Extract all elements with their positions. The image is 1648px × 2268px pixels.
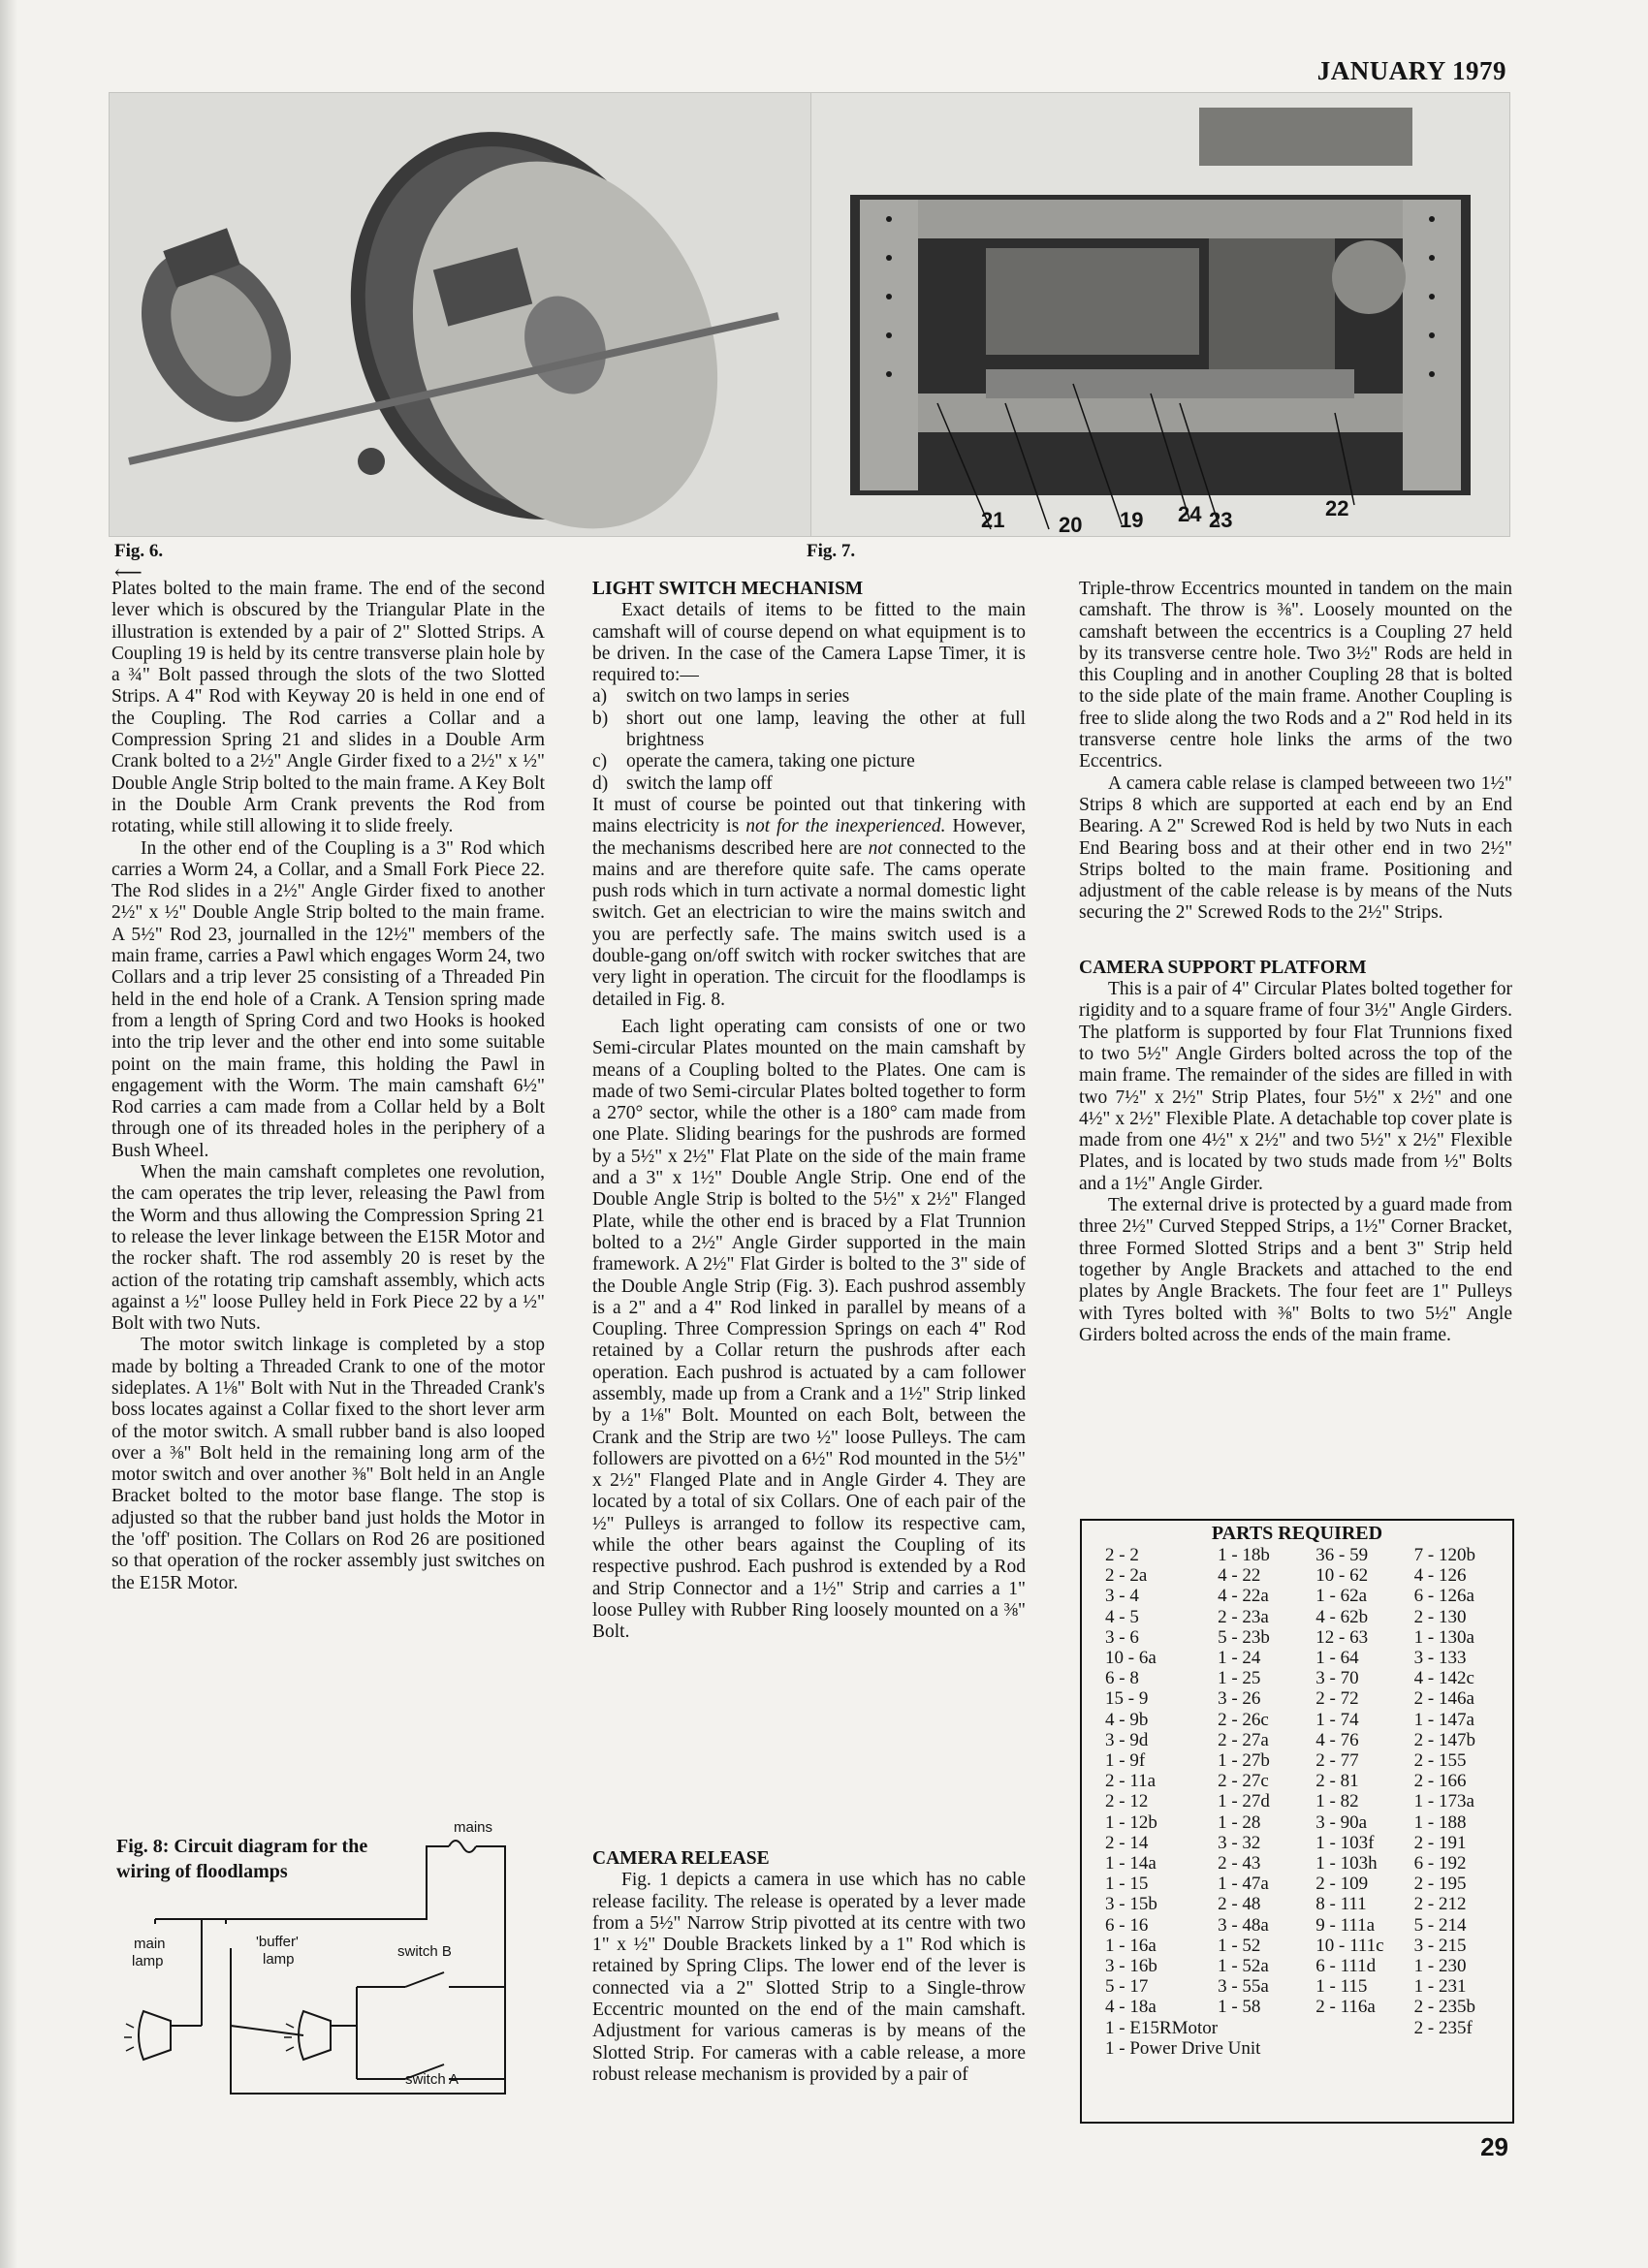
parts-row [1105,1607,1512,1627]
parts-cell: 1 - 230 [1413,1956,1467,1977]
light-switch-heading: LIGHT SWITCH MECHANISM [592,579,864,599]
fig7-callout-23: 23 [1209,508,1233,532]
camera-support-heading: CAMERA SUPPORT PLATFORM [1079,957,1367,978]
parts-cell: 3 - 26 [1218,1688,1261,1710]
parts-cell: 5 - 17 [1105,1976,1149,1998]
camera-release-heading: CAMERA RELEASE [592,1848,770,1869]
parts-cell: 1 - 147a [1413,1709,1474,1730]
parts-cell: 2 - 72 [1315,1688,1359,1710]
parts-cell: 15 - 9 [1105,1688,1149,1710]
label-switch-b: switch B [397,1943,452,1960]
parts-cell: 2 - 14 [1105,1832,1149,1853]
requirement-d-label: d) [592,772,609,794]
page-number: 29 [1480,2132,1508,2161]
parts-cell: 2 - 27c [1218,1771,1269,1792]
parts-cell: 2 - 81 [1315,1771,1359,1792]
parts-cell: 3 - 9d [1105,1729,1149,1750]
parts-cell: 1 - 14a [1105,1853,1157,1874]
parts-cell: 1 - 47a [1218,1874,1269,1895]
parts-cell: 1 - 58 [1218,1997,1261,2018]
col3-para-4: The external drive is protected by a guard made from three 2½" Curved Stepped Strips, a 1½" Corner Bracket, three Formed Slotted Strips and a bent 3" Strip held together by Angle Brackets and attached to the end plates by Angle Brackets. The four feet are 1" Pulleys with Tyres bolted with ⅜" Bolts to two 5½" Angle Girders bolted across the ends of the main frame. [1079,1195,1512,1345]
parts-cell: 3 - 15b [1105,1894,1157,1915]
parts-cell: 6 - 16 [1105,1914,1149,1936]
requirement-c [592,751,1026,772]
parts-cell: 1 - 27b [1218,1750,1270,1772]
parts-cell: 6 - 192 [1413,1853,1467,1874]
parts-cell: 1 - 173a [1413,1791,1474,1812]
parts-row [1105,1976,1512,1997]
fig7-callout-19: 19 [1120,508,1144,532]
parts-row [1105,1627,1512,1648]
parts-row [1105,1791,1512,1811]
col1-para-4: The motor switch linkage is completed by a stop made by bolting a Threaded Crank to one of the motor sideplates. A 1⅛" Bolt with Nut in the Threaded Crank's boss locates against a Collar fixed to the short lever arm of the motor switch. A small rubber band is also looped over a ⅜" Bolt held in the remaining long arm of the motor switch and over another ⅜" Bolt held in an Angle Bracket bolted to the motor base flange. The stop is adjusted so that the rubber band just holds the Motor in the 'off' position. The Collars on Rod 26 are positioned so that operation of the rocker assembly just switches on the E15R Motor. [111,1335,545,1593]
column-2 [592,579,1026,1644]
col3-para-1: Triple-throw Eccentrics mounted in tandem on the main camshaft. The throw is ⅜". Loosely mounted on the camshaft between the eccentrics is a Coupling 27 held by its transverse centre hole. Two 3½" Rods are held in this Coupling and in another Coupling 28 that is bolted to the side plate of the main frame. Another Coupling is free to slide along the two Rods and a 2" Rod held in its transverse centre hole links the arms of the two Eccentrics. [1079,579,1512,772]
parts-row [1105,1812,1512,1833]
fig7-callout-22: 22 [1325,496,1349,520]
parts-cell: 7 - 120b [1413,1545,1475,1565]
parts-cell: 3 - 48a [1218,1914,1269,1936]
parts-row [1105,1565,1512,1586]
parts-cell: 2 - 130 [1413,1606,1467,1627]
parts-cell: 2 - 77 [1315,1750,1359,1772]
parts-cell: 1 - 64 [1315,1648,1359,1669]
safety-emphasis-2: not [868,837,893,859]
label-switch-a: switch A [405,2071,460,2088]
parts-cell: 2 - 2a [1105,1565,1148,1587]
requirement-a-text: switch on two lamps in series [626,686,850,708]
parts-cell: 3 - 32 [1218,1832,1261,1853]
col3-para-2: A camera cable relase is clamped betweeen two 1½" Strips 8 which are supported at each end by an End Bearing. A 2" Screwed Rod is held by two Nuts in each End Bearing boss and at their other end in two 2½" Strips bolted to the main frame. Positioning and adjustment of the cable release is by means of the Nuts securing the 2" Screwed Rods to the 2½" Strips. [1079,772,1512,924]
requirement-c-label: c) [592,751,608,772]
page-gutter [0,0,17,2268]
parts-cell: 1 - 82 [1315,1791,1359,1812]
parts-cell: 5 - 23b [1218,1626,1270,1648]
fig7-callout-20: 20 [1059,513,1083,537]
parts-cell: 3 - 133 [1413,1648,1467,1669]
parts-cell: 2 - 146a [1413,1688,1474,1710]
parts-cell: 4 - 142c [1413,1668,1474,1689]
parts-row [1105,1956,1512,1976]
parts-row [1105,1586,1512,1606]
parts-cell: 2 - 235b [1413,1997,1475,2018]
parts-cell: 2 - 116a [1315,1997,1376,2018]
parts-required-box [1080,1519,1514,2124]
parts-cell: 4 - 22 [1218,1565,1261,1587]
camera-release-section [592,1848,1026,2086]
parts-cell: 2 - 27a [1218,1729,1269,1750]
parts-cell: 2 - 48 [1218,1894,1261,1915]
parts-cell: 4 - 9b [1105,1709,1149,1730]
fig7-callout-24: 24 [1178,502,1202,526]
parts-cell: 1 - 231 [1413,1976,1467,1998]
parts-cell: 1 - 115 [1315,1976,1368,1998]
parts-cell: 1 - 74 [1315,1709,1359,1730]
parts-cell: 1 - 27d [1218,1791,1270,1812]
parts-cell [1218,2018,1315,2038]
parts-cell: 1 - 52a [1218,1956,1269,1977]
parts-cell: 2 - 212 [1413,1894,1467,1915]
parts-cell: 2 - 2 [1105,1545,1139,1565]
parts-cell: 2 - 11a [1105,1771,1157,1792]
parts-cell: 1 - 130a [1413,1626,1474,1648]
parts-row [1105,1688,1512,1709]
parts-cell [1315,2018,1413,2038]
parts-row [1105,1545,1512,1565]
parts-cell: 1 - 24 [1218,1648,1261,1669]
parts-cell: 1 - 52 [1218,1935,1261,1956]
parts-cell: 4 - 18a [1105,1997,1157,2018]
requirement-c-text: operate the camera, taking one picture [626,751,915,772]
parts-row [1105,1894,1512,1914]
parts-cell: 3 - 55a [1218,1976,1269,1998]
parts-row [1105,1730,1512,1750]
parts-cell: 2 - 191 [1413,1832,1467,1853]
parts-row [1105,1648,1512,1668]
parts-cell: 2 - 12 [1105,1791,1149,1812]
parts-cell: 3 - 6 [1105,1626,1139,1648]
requirement-b [592,709,1026,752]
column-1 [111,579,545,1594]
parts-cell: 1 - 16a [1105,1935,1157,1956]
parts-row [1105,1833,1512,1853]
parts-cell: 2 - 147b [1413,1729,1475,1750]
parts-row [1105,1771,1512,1791]
requirement-b-label: b) [592,708,609,729]
parts-row [1105,1997,1512,2017]
parts-cell: 36 - 59 [1315,1545,1369,1565]
fig6-label: Fig. 6. [114,541,164,561]
parts-cell: 1 - 25 [1218,1668,1261,1689]
fig8-caption: Fig. 8: Circuit diagram for the wiring of floodlamps [116,1836,368,1882]
requirement-a-label: a) [592,686,608,708]
parts-cell: 2 - 166 [1413,1771,1467,1792]
parts-row [1105,1668,1512,1688]
parts-cell: 5 - 214 [1413,1914,1467,1936]
parts-row [1105,1874,1512,1894]
parts-cell: 1 - 188 [1413,1811,1467,1833]
parts-cell: 6 - 111d [1315,1956,1377,1977]
fig8-circuit-diagram [114,1803,541,2132]
parts-cell: 1 - 103h [1315,1853,1378,1874]
parts-cell: 12 - 63 [1315,1626,1369,1648]
fig7-label: Fig. 7. [807,541,856,561]
fig7-callout-21: 21 [981,508,1005,532]
column-3 [1079,579,1512,1346]
label-main-lamp-2: lamp [132,1953,164,1969]
parts-cell: 6 - 8 [1105,1668,1139,1689]
requirement-b-text: short out one lamp, leaving the other at full brightness [626,708,1026,751]
label-buffer-lamp-1: 'buffer' [256,1934,299,1950]
parts-cell: 4 - 126 [1413,1565,1467,1587]
parts-cell: 10 - 6a [1105,1648,1157,1669]
requirement-d [592,773,1026,795]
fig6-arrow-icon: ⟵ [114,562,143,583]
fig6-mechanism-illustration [110,93,810,536]
safety-emphasis-1: not for the inexperienced. [745,816,946,837]
parts-row [1105,1750,1512,1771]
parts-cell: 10 - 111c [1315,1935,1384,1956]
parts-cell: 1 - 9f [1105,1750,1146,1772]
parts-cell: 2 - 109 [1315,1874,1369,1895]
requirement-d-text: switch the lamp off [626,772,773,794]
parts-cell: 2 - 43 [1218,1853,1261,1874]
col1-para-1: Plates bolted to the main frame. The end of the second lever which is obscured by the Triangular Plate in the illustration is extended by a pair of 2" Slotted Strips. A Coupling 19 is held by its centre transverse plain hole by a ¾" Bolt passed through the slots of the two Slotted Strips. A 4" Rod with Keyway 20 is held in one end of the Coupling. The Rod carries a Collar and a Compression Spring 21 and slides in a Double Arm Crank bolted to a 2½" Angle Girder fixed to a 2½" x ½" Double Angle Strip bolted to the main frame. A Key Bolt in the Double Arm Crank prevents the Rod from rotating, while still allowing it to slide freely. [111,579,545,837]
issue-date: JANUARY 1979 [1316,56,1506,85]
parts-cell: 9 - 111a [1315,1914,1376,1936]
col3-para-3: This is a pair of 4" Circular Plates bolted together for rigidity and to a square frame of four 3½" Angle Girders. The platform is supported by four Flat Trunnions fixed to two 5½" Angle Girders bolted across the top of the main frame. The remainder of the sides are filled in with two 7½" x 2½" Strip Plates, four 5½" x 2½" and one 4½" x 2½" Flexible Plate. A detachable top cover plate is made from one 4½" x 2½" and two 5½" x 2½" Flexible Plates, and is located by two studs made from ½" Bolts and a 1½" Angle Girder. [1079,979,1512,1194]
label-main-lamp-1: main [134,1936,166,1952]
parts-cell: 6 - 126a [1413,1586,1474,1607]
parts-row [1105,2018,1512,2038]
safety-text-3: connected to the mains and are therefore quite safe. The cams operate push rods which in turn activate a normal domestic light switch. Get an electrician to wire the mains switch and you are perfectly safe. The mains switch used is a double-gang on/off switch with rocker switches that are very light in operation. The circuit for the floodlamps is detailed in Fig. 8. [592,837,1026,1010]
parts-cell: 1 - 15 [1105,1874,1149,1895]
parts-cell: 1 - 103f [1315,1832,1375,1853]
label-buffer-lamp-2: lamp [263,1951,295,1968]
parts-cell: 3 - 215 [1413,1935,1467,1956]
safety-paragraph [592,795,1026,1011]
parts-cell: 4 - 76 [1315,1729,1359,1750]
parts-row [1105,1710,1512,1730]
parts-cell: 2 - 23a [1218,1606,1269,1627]
cam-paragraph: Each light operating cam consists of one or two Semi-circular Plates mounted on the main camshaft by means of a Coupling bolted to the Plates. One cam is made of two Semi-circular Plates bolted together to form a 270° sector, while the other is a 180° cam made from one Plate. Sliding bearings for the pushrods are formed by a 5½" x 2½" Flat Plate on the side of the main frame and a 3" x 1½" Double Angle Strip. One end of the Double Angle Strip is bolted to the 5½" x 2½" Flanged Plate, while the other end is braced by a Flat Trunnion bolted to a 2½" Angle Girder supported in the main framework. A 2½" Flat Girder is bolted to the 3" side of the Double Angle Strip (Fig. 3). Each pushrod assembly is a 2" and a 4" Rod linked in parallel by means of a Coupling. Three Compression Springs on each 4" Rod retained by a Collar return the pushrods after each operation. Each pushrod is actuated by a cam follower assembly, made up from a Crank and a 1½" Strip linked by a 1⅛" Bolt. Mounted on each Bolt, between the Crank and the Strip are two ½" loose Pulleys. The cam followers are pivotted on a 6½" Rod mounted in the 5½" x 2½" Flanged Plate and in Angle Girder 4. They are located by a total of six Collars. One of each pair of the ½" Pulleys is arranged to follow its respective cam, while the other bears against the Coupling of its respective pushrod. Each pushrod is extended by a Rod and Strip Connector and a 1½" Strip and carries a 1" loose Pulley with Rubber Ring loosely mounted on a ⅜" Bolt. [592,1016,1026,1643]
parts-row [1105,1915,1512,1936]
camera-release-text: Fig. 1 depicts a camera in use which has no cable release facility. The release is operated by a lever made from a 5½" Narrow Strip pivotted at its centre with two 1" x ½" Double Brackets linked by a 1" Rod which is retained by Spring Clips. The lower end of the lever is connected via a 2" Slotted Strip to a Single-throw Eccentric mounted on the end of the main camshaft. Adjustment for various cameras is by means of the Slotted Strip. For cameras with a cable release, a more robust release mechanism is provided by a pair of [592,1870,1026,2085]
parts-cell: 2 - 235f [1413,2017,1473,2038]
parts-cell: 10 - 62 [1315,1565,1369,1587]
parts-cell: 1 - 62a [1315,1586,1368,1607]
parts-cell: 1 - 18b [1218,1545,1270,1565]
parts-row [1105,1936,1512,1956]
parts-cell: 1 - 28 [1218,1811,1261,1833]
safety-text-1: It must of course be pointed out that tinkering with mains electricity is [592,794,1026,837]
parts-table [1105,1545,1512,2038]
parts-cell: 1 - E15RMotor [1105,2017,1219,2038]
parts-cell: 3 - 16b [1105,1956,1157,1977]
parts-cell: 3 - 90a [1315,1811,1368,1833]
parts-row [1105,1853,1512,1874]
parts-extra: 1 - Power Drive Unit [1105,2037,1261,2059]
parts-cell: 2 - 26c [1218,1709,1269,1730]
parts-cell: 2 - 195 [1413,1874,1467,1895]
fig6-photo [109,92,811,537]
safety-text-2: However, the mechanisms described here are [592,816,1027,859]
fig7-photo [810,92,1510,537]
parts-cell: 4 - 5 [1105,1606,1139,1627]
fig7-frame-illustration [811,93,1509,536]
col1-para-3: When the main camshaft completes one revolution, the cam operates the trip lever, releasing the Pawl from the Worm and thus allowing the Compression Spring 21 to release the lever linkage between the E15R Motor and the rocker shaft. The rod assembly 20 is reset by the action of the rotating trip camshaft assembly, which acts against a ½" loose Pulley held in Fork Piece 22 by a ½" Bolt with two Nuts. [111,1162,545,1335]
label-mains: mains [454,1819,493,1836]
parts-cell: 4 - 22a [1218,1586,1269,1607]
parts-title: PARTS REQUIRED [1211,1523,1383,1544]
parts-cell: 1 - 12b [1105,1811,1157,1833]
col1-para-2: In the other end of the Coupling is a 3" Rod which carries a Worm 24, a Collar, and a Small Fork Piece 22. The Rod slides in a 2½" Angle Girder fixed to another 2½" x ½" Double Angle Strip bolted to the main frame. A 5½" Rod 23, journalled in the 12½" members of the main frame, carries a Pawl which engages Worm 24, two Collars and a trip lever 25 consisting of a Threaded Pin held in the end hole of a Crank. A Tension spring made from a length of Spring Cord and two Hooks is hooked into the trip lever and the other end into some suitable point on the main frame, this holding the Pawl in engagement with the Worm. The main camshaft 6½" Rod carries a cam made from a Collar held by a Bolt through one of its threaded holes in the periphery of a Bush Wheel. [111,837,545,1161]
requirement-a [592,686,1026,708]
light-switch-intro: Exact details of items to be fitted to the main camshaft will of course depend on what equipment is to be driven. In the case of the Camera Lapse Timer, it is required to:— [592,600,1026,686]
parts-cell: 4 - 62b [1315,1606,1369,1627]
parts-cell: 2 - 155 [1413,1750,1467,1772]
parts-cell: 3 - 4 [1105,1586,1139,1607]
parts-cell: 8 - 111 [1315,1894,1367,1915]
parts-cell: 3 - 70 [1315,1668,1359,1689]
